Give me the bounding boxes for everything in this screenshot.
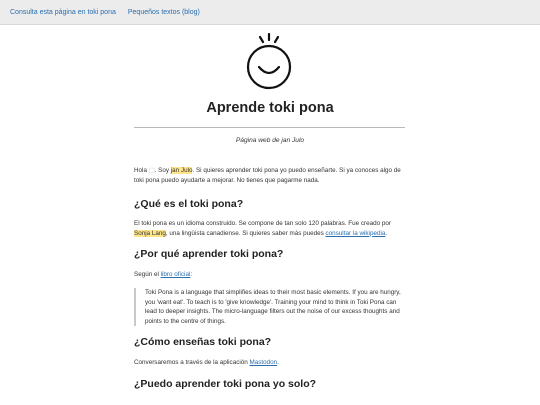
page-title: Aprende toki pona — [206, 100, 334, 116]
why-learn-lead — [134, 270, 406, 280]
top-navigation-bar — [0, 0, 540, 25]
toki-pona-version-link[interactable]: Consulta esta página en toki pona — [10, 8, 116, 16]
what-is-paragraph — [134, 219, 406, 238]
blog-link[interactable]: Pequeños textos (blog) — [127, 8, 200, 16]
what-is-text-1: El toki pona es un idioma construido. Se compone de tan solo 120 palabras. Fue creado por — [134, 220, 391, 228]
intro-paragraph — [134, 166, 406, 185]
mastodon-link[interactable]: Mastodon — [249, 359, 278, 367]
why-learn-text: Según el — [134, 271, 161, 279]
intro-text-2: . Soy — [154, 167, 171, 174]
intro-text-1: Hola — [134, 167, 149, 174]
what-is-text-3: . — [385, 229, 388, 237]
official-book-link[interactable]: libro oficial — [160, 271, 191, 279]
how-teach-text: Conversaremos a través de la aplicación — [134, 359, 250, 367]
section-heading-how-teach: ¿Cómo enseñas toki pona? — [134, 336, 272, 349]
title-divider — [134, 127, 405, 128]
what-is-text-2: , una lingüista canadiense. Si quieres saber más puedes — [165, 229, 326, 237]
official-book-quote: Toki Pona is a language that simplifies ideas to their most basic elements. If you are hungry, you 'want eat'. To teach is to 'give knowledge'. Training your mind to think in Toki Pona can lead to deeper insights. The micro-language filters out the noise of our excess thoughts and points to the centre of things. — [134, 288, 406, 326]
highlighted-name: jan Julo — [170, 167, 193, 174]
how-teach-period: . — [277, 359, 279, 367]
highlighted-author: Sonja Lang — [134, 229, 166, 237]
section-heading-learn-alone: ¿Puedo aprender toki pona yo solo? — [134, 377, 317, 390]
smiling-sun-logo-icon — [244, 33, 294, 91]
why-learn-colon: : — [190, 271, 193, 279]
how-teach-paragraph — [134, 358, 406, 368]
main-content — [134, 166, 406, 390]
intro-text-3: . Si quieres aprender toki pona yo puedo enseñarte. Si ya conoces algo de toki pona puedo ayudarte a mejorar. No tienes que pagarme nada. — [134, 167, 401, 184]
section-heading-what-is: ¿Qué es el toki pona? — [134, 198, 244, 211]
wikipedia-link[interactable]: consultar la wikipedia — [325, 229, 386, 237]
section-heading-why-learn: ¿Por qué aprender toki pona? — [134, 248, 284, 261]
page-subtitle: Página web de jan Julo — [235, 137, 305, 144]
toki-pona-glyph: ⬚ — [148, 167, 155, 174]
